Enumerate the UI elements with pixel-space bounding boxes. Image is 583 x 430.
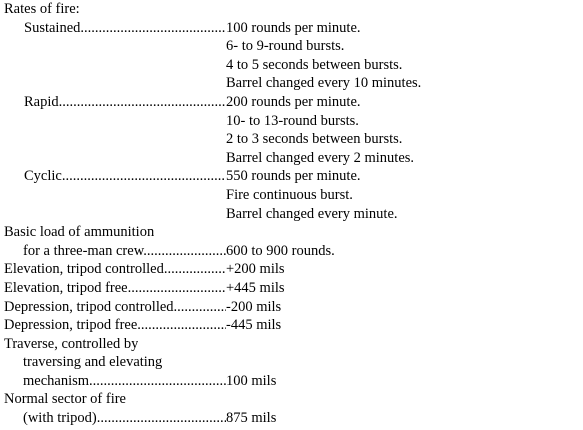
spec-label: Elevation, tripod controlled ..... — [4, 260, 226, 279]
spec-row-rapid — [0, 93, 583, 112]
spec-row-cyclic — [0, 167, 583, 186]
spec-label: Cyclic ..... — [24, 167, 226, 186]
spec-heading: Rates of fire: — [4, 1, 80, 17]
spec-row-cyclic-barrel — [0, 205, 583, 224]
spec-row-rapid-interval — [0, 130, 583, 149]
spec-label: Rapid ..... — [24, 93, 226, 112]
spec-row-depression-controlled — [0, 298, 583, 317]
spec-label: for a three-man crew ..... — [23, 242, 226, 261]
spec-value: 10- to 13-round bursts. — [226, 112, 359, 129]
spec-value: Barrel changed every minute. — [226, 205, 398, 222]
spec-row-rates-heading — [0, 0, 583, 19]
spec-value: 875 mils — [226, 410, 277, 427]
spec-value: Fire continuous burst. — [226, 186, 353, 203]
spec-label: Normal sector of fire — [4, 391, 126, 408]
spec-row-sector-tripod — [0, 409, 583, 428]
spec-row-rapid-barrel — [0, 149, 583, 168]
spec-value: 6- to 9-round bursts. — [226, 38, 345, 55]
spec-value: 200 rounds per minute. — [226, 93, 361, 110]
spec-value: -200 mils — [226, 298, 282, 315]
spec-label: Depression, tripod controlled ..... — [4, 298, 226, 317]
spec-row-basic-load — [0, 223, 583, 242]
spec-row-rapid-bursts — [0, 112, 583, 131]
spec-value: -445 mils — [226, 317, 282, 334]
spec-row-depression-free — [0, 316, 583, 335]
spec-value: +445 mils — [226, 279, 285, 296]
spec-label: mechanism ..... — [23, 372, 226, 391]
spec-row-cyclic-burst — [0, 186, 583, 205]
spec-row-basic-load-crew — [0, 242, 583, 261]
spec-row-sustained-interval — [0, 56, 583, 75]
spec-label: Traverse, controlled by — [4, 335, 139, 352]
spec-value: 2 to 3 seconds between bursts. — [226, 131, 403, 148]
spec-row-traverse-cont — [0, 353, 583, 372]
spec-label: Basic load of ammunition — [4, 224, 155, 241]
spec-value: +200 mils — [226, 261, 285, 278]
spec-row-sustained-barrel — [0, 74, 583, 93]
spec-row-sustained — [0, 19, 583, 38]
spec-value: 600 to 900 rounds. — [226, 242, 335, 259]
spec-value: 100 rounds per minute. — [226, 19, 361, 36]
spec-label: traversing and elevating — [23, 354, 163, 371]
spec-value: 100 mils — [226, 372, 277, 389]
spec-value: 550 rounds per minute. — [226, 168, 361, 185]
spec-value: 4 to 5 seconds between bursts. — [226, 56, 403, 73]
spec-row-elevation-controlled — [0, 260, 583, 279]
spec-label: Elevation, tripod free ..... — [4, 279, 226, 298]
spec-row-traverse — [0, 335, 583, 354]
spec-row-traverse-mechanism — [0, 372, 583, 391]
spec-label: Sustained ..... — [24, 19, 226, 38]
spec-row-elevation-free — [0, 279, 583, 298]
spec-value: Barrel changed every 10 minutes. — [226, 75, 422, 92]
spec-row-sector — [0, 390, 583, 409]
spec-label: (with tripod) ..... — [23, 409, 226, 428]
spec-label: Depression, tripod free ..... — [4, 316, 226, 335]
spec-row-sustained-bursts — [0, 37, 583, 56]
spec-value: Barrel changed every 2 minutes. — [226, 149, 415, 166]
